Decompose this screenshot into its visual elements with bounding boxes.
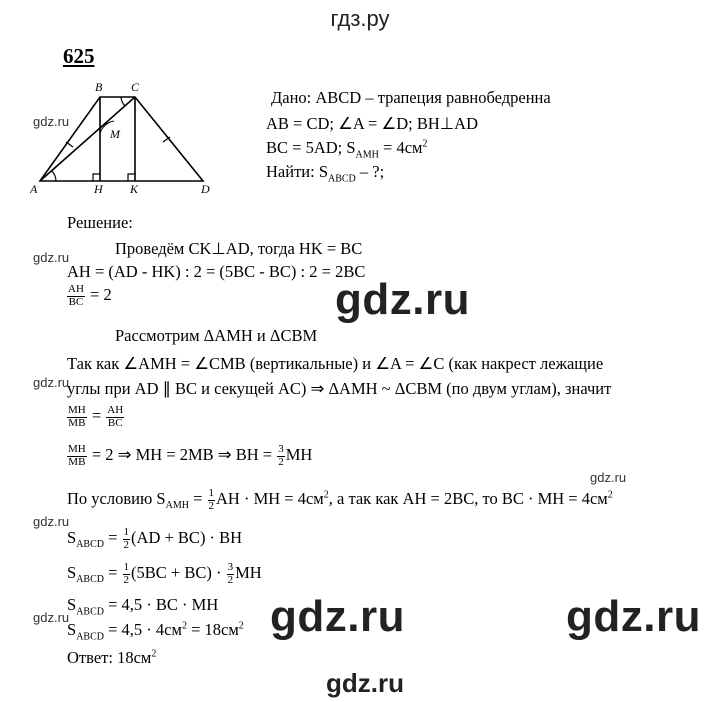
watermark-small: gdz.ru	[33, 514, 70, 529]
watermark-small: gdz.ru	[590, 470, 627, 485]
angle-arc-a	[52, 171, 56, 181]
trapezoid-figure	[30, 76, 245, 194]
watermark-large: gdz.ru	[335, 275, 470, 324]
watermark-small: gdz.ru	[33, 114, 70, 129]
solution-line-8: $\frac{MH}{MB}$ = 2 ⇒ MH = 2MB ⇒ BH = $\frac{3}{2}$ MH	[68, 443, 313, 468]
solution-line-11: $S_{ABCD}$ = $\frac{1}{2}$ (5BC + BC) · $\frac{3}{2}$ MH	[67, 561, 262, 586]
angle-arc-c	[121, 97, 125, 106]
solution-line-6: углы при AD ∥ BC и секущей AC) ⇒ ΔAMH ~ ΔCBM (по двум углам), значит	[67, 379, 612, 398]
label-m: M	[110, 127, 120, 141]
label-a: A	[30, 182, 38, 194]
solution-line-2: AH = (AD - HK) : 2 = (5BC - BC) : 2 = 2BC	[67, 262, 366, 281]
diagonal-ac	[40, 97, 135, 181]
label-b: B	[95, 80, 103, 94]
given-line-3: BC = 5AD; $S_{AMH} = 4см^2$	[266, 138, 428, 161]
right-angle-k	[128, 174, 135, 181]
solution-line-3: $\frac{AH}{BC}$ = 2	[68, 283, 112, 308]
label-d: D	[201, 182, 210, 194]
watermark-small: gdz.ru	[33, 250, 70, 265]
solution-line-1: Проведём CK⊥AD, тогда HK = BC	[115, 239, 363, 258]
watermark-small: gdz.ru	[33, 375, 70, 390]
given-line-1: Дано: ABCD – трапеция равнобедренна	[271, 88, 551, 107]
problem-number: 625	[63, 44, 95, 68]
find-line: Найти: $S_{ABCD}$ – ?;	[266, 162, 385, 185]
solution-line-12: $S_{ABCD} = 4,5$ · BC · MH	[67, 595, 219, 618]
label-c: C	[131, 80, 140, 94]
answer-line: Ответ: $18см^2$	[67, 648, 157, 667]
label-h: H	[94, 182, 103, 194]
fraction-ah-bc: $\frac{AH}{BC}$	[68, 283, 84, 308]
solution-heading: Решение:	[67, 213, 133, 232]
solution-line-4: Рассмотрим ΔAMH и ΔCBM	[115, 326, 318, 345]
watermark-large: gdz.ru	[566, 592, 701, 641]
solution-line-9: По условию $S_{AMH}$ = $\frac{1}{2}$ AH · MH = $4см^2$, а так как AH = 2BC, то BC · MH = $4см^2$	[67, 487, 613, 512]
label-k: K	[130, 182, 139, 194]
right-angle-h	[93, 174, 100, 181]
given-line-2: AB = CD; ∠A = ∠D; BH⊥AD	[266, 114, 479, 133]
watermark-large: gdz.ru	[270, 592, 405, 641]
solution-line-7: $\frac{MH}{MB}$ = $\frac{AH}{BC}$	[68, 404, 124, 429]
watermark-bottom: gdz.ru	[326, 668, 404, 698]
solution-line-10: $S_{ABCD}$ = $\frac{1}{2}$ (AD + BC) · BH	[67, 526, 243, 551]
solution-line-5: Так как ∠AMH = ∠CMB (вертикальные) и ∠A = ∠C (как накрест лежащие	[67, 354, 604, 373]
solution-line-13: $S_{ABCD} = 4,5 \cdot 4см^2 = 18см^2$	[67, 620, 244, 643]
watermark-small: gdz.ru	[33, 610, 70, 625]
site-header[interactable]: гдз.ру	[330, 6, 390, 31]
